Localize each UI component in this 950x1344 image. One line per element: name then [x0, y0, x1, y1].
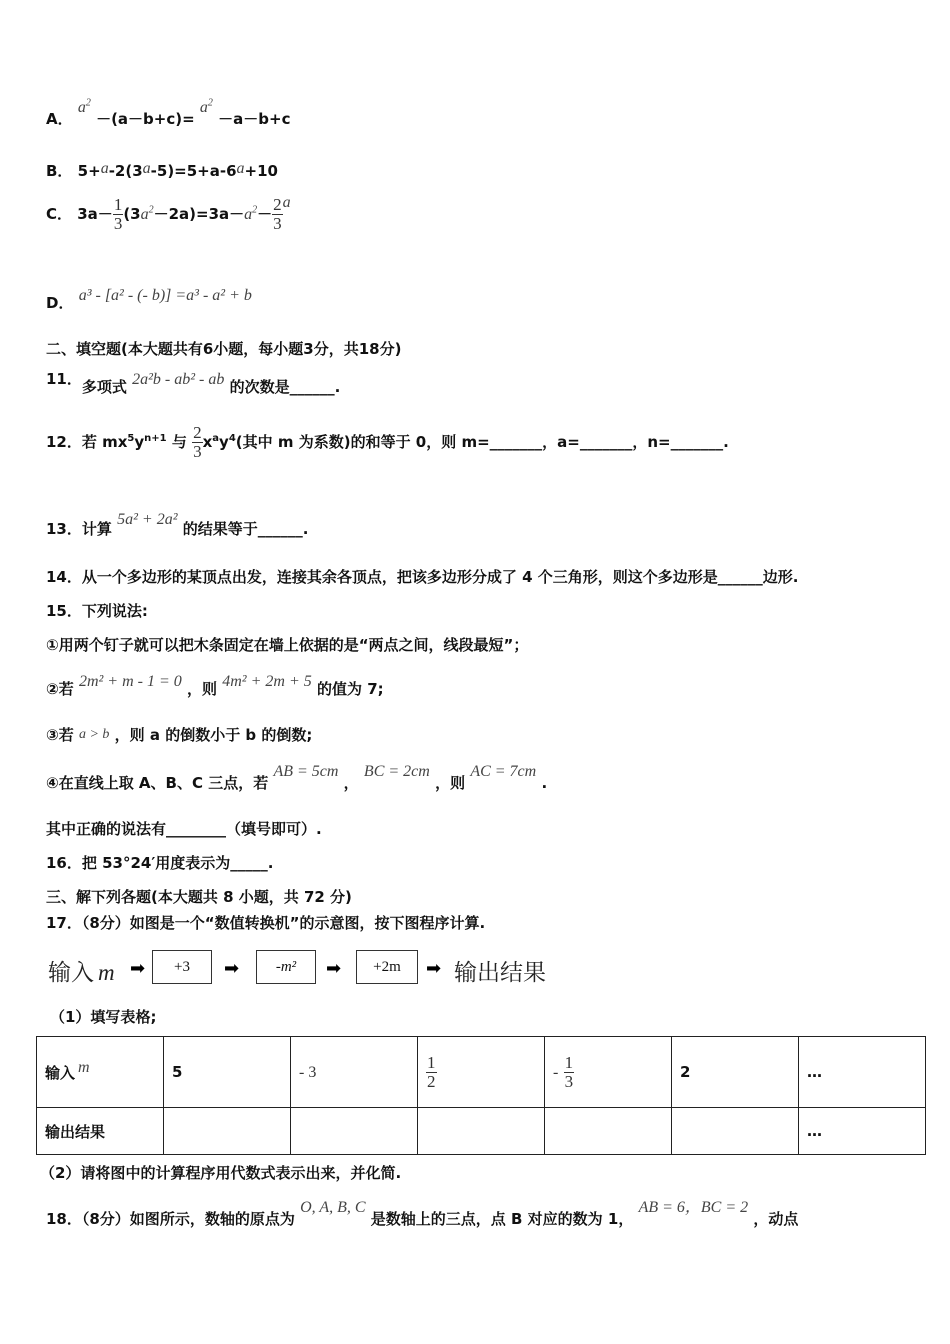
flow-input-label: 输入 m: [48, 960, 115, 986]
option-a-term1: $a^2$: [77, 97, 91, 116]
q15-s2-expression: 4m² + 2m + 5: [222, 673, 312, 690]
table-row: [37, 1037, 926, 1108]
option-a-label: A．: [46, 110, 73, 128]
option-d-expression: a³ - [a² - (- b)] =a³ - a² + b: [78, 287, 252, 304]
q15-s4-bc: BC = 2cm: [363, 763, 430, 780]
flow-box-minus-m-squared: -m²: [256, 950, 316, 984]
q18-lengths: AB = 6，BC = 2: [638, 1199, 749, 1216]
question-13: [46, 508, 309, 538]
option-c-t4: －2a)=3a－: [153, 205, 245, 223]
q13-expression: 5a² + 2a²: [117, 511, 178, 528]
table-cell: [545, 1108, 672, 1155]
table-header-input: 输入 m: [37, 1037, 164, 1108]
table-row: [37, 1108, 926, 1155]
table-cell: [291, 1108, 418, 1155]
option-c-fraction-1: $\frac{1}{3}$: [113, 195, 123, 233]
question-17-title: 17．（8分）如图是一个“数值转换机”的示意图，按下图程序计算.: [46, 914, 486, 932]
table-cell: …: [799, 1108, 926, 1155]
option-c-label: C．: [46, 205, 73, 223]
arrow-right-icon: ➡: [326, 958, 342, 979]
question-12: 12．若 $mx^5y^{n+1}$ 与 $\frac{2}{3}$ $x^ay^4$(其中 m 为系数)的和等于 0，则 m=_______，a=_______，n=_______.: [46, 423, 729, 461]
option-b: [46, 160, 278, 181]
conversion-machine-diagram: [46, 948, 606, 988]
option-d-label: D．: [46, 294, 74, 312]
option-c-a2: $a^2$: [140, 204, 154, 223]
arrow-right-icon: ➡: [130, 958, 146, 979]
option-a-end: －a－b+c: [218, 110, 291, 128]
option-d: [46, 284, 252, 312]
table-cell: $\frac{1}{2}$: [418, 1037, 545, 1108]
question-18: 18．（8分）如图所示，数轴的原点为 O, A, B, C 是数轴上的三点，点 B 对应的数为 1， AB = 6，BC = 2 ，动点: [46, 1199, 799, 1228]
q11-expression: 2a²b - ab² - ab: [132, 371, 225, 388]
question-15-statement-1: ①用两个钉子就可以把木条固定在墙上依据的是“两点之间，线段最短”；: [46, 636, 529, 654]
question-15-statement-3: ③若 a > b ，则 a 的倒数小于 b 的倒数;: [46, 726, 313, 744]
option-b-label: B．: [46, 162, 73, 180]
option-b-t3: -2(3: [108, 162, 143, 180]
table-cell: 5: [164, 1037, 291, 1108]
option-c-t2: (3: [123, 205, 141, 223]
q11-post: 的次数是______.: [229, 378, 341, 396]
input-output-table: [36, 1036, 926, 1155]
q13-pre: 计算: [81, 520, 112, 538]
table-cell: [672, 1108, 799, 1155]
option-c-fraction-2: $\frac{2}{3}$: [273, 195, 282, 233]
option-a: [46, 97, 291, 129]
table-cell: 2: [672, 1037, 799, 1108]
q15-s3-inequality: a > b: [78, 727, 110, 742]
section-3-heading: 三、解下列各题(本大题共 8 小题，共 72 分): [46, 888, 352, 906]
flow-box-add-2m: +2m: [356, 950, 418, 984]
table-cell: - $\frac{1}{3}$: [545, 1037, 672, 1108]
q13-number: 13．: [46, 520, 82, 538]
q11-pre: 多项式: [81, 378, 127, 396]
table-cell: …: [799, 1037, 926, 1108]
question-17-part-2: （2）请将图中的计算程序用代数式表示出来，并化简.: [40, 1164, 402, 1182]
q18-points: O, A, B, C: [300, 1199, 366, 1216]
question-15-title: 15．下列说法:: [46, 602, 148, 620]
section-2-heading: 二、填空题(本大题共有6小题，每小题3分，共18分): [46, 340, 402, 358]
q15-s2-equation: 2m² + m - 1 = 0: [78, 673, 182, 690]
option-c-minus: －: [257, 205, 273, 223]
q12-pre: 若 mx: [81, 433, 128, 451]
option-b-a2: a: [142, 160, 151, 177]
flow-box-add-3: +3: [152, 950, 212, 984]
arrow-right-icon: ➡: [224, 958, 240, 979]
option-b-a3: a: [236, 160, 245, 177]
option-b-t7: +10: [244, 162, 278, 180]
option-c-a: a: [282, 194, 291, 211]
question-15-conclusion: 其中正确的说法有________（填号即可）.: [46, 820, 322, 838]
question-15-statement-4: ④在直线上取 A、B、C 三点，若 AB = 5cm ， BC = 2cm ，则 AC = 7cm .: [46, 763, 548, 792]
table-header-output: 输出结果: [37, 1108, 164, 1155]
question-11: [46, 368, 341, 396]
option-a-term3: $a^2$: [199, 97, 213, 116]
question-17-part-1: （1）填写表格;: [50, 1008, 157, 1026]
option-c: [46, 196, 291, 233]
option-c-a2b: $a^2$: [244, 204, 258, 223]
table-cell: - 3: [291, 1037, 418, 1108]
option-b-a1: a: [100, 160, 109, 177]
question-14: 14．从一个多边形的某顶点出发，连接其余各顶点，把该多边形分成了 4 个三角形，则这个多边形是______边形.: [46, 568, 799, 586]
option-b-t5: -5)=5+a-6: [150, 162, 237, 180]
q12-post: (其中 m 为系数)的和等于 0，则 m=_______，a=_______，n=_______.: [235, 433, 729, 451]
q13-post: 的结果等于______.: [182, 520, 309, 538]
q11-number: 11．: [46, 370, 82, 388]
option-a-mid: －(a－b+c)=: [96, 110, 195, 128]
q15-s4-ab: AB = 5cm: [273, 763, 339, 780]
option-b-t1: 5+: [77, 162, 101, 180]
table-cell: [164, 1108, 291, 1155]
arrow-right-icon: ➡: [426, 958, 442, 979]
table-cell: [418, 1108, 545, 1155]
question-16: 16．把 53°24′用度表示为_____.: [46, 854, 274, 872]
q12-number: 12．: [46, 433, 82, 451]
flow-output-label: 输出结果: [454, 960, 546, 986]
q12-fraction: $\frac{2}{3}$: [193, 423, 202, 461]
question-15-statement-2: ②若 2m² + m - 1 = 0 ，则 4m² + 2m + 5 的值为 7;: [46, 673, 384, 698]
q15-s4-ac: AC = 7cm: [470, 763, 537, 780]
option-c-t1: 3a－: [77, 205, 113, 223]
